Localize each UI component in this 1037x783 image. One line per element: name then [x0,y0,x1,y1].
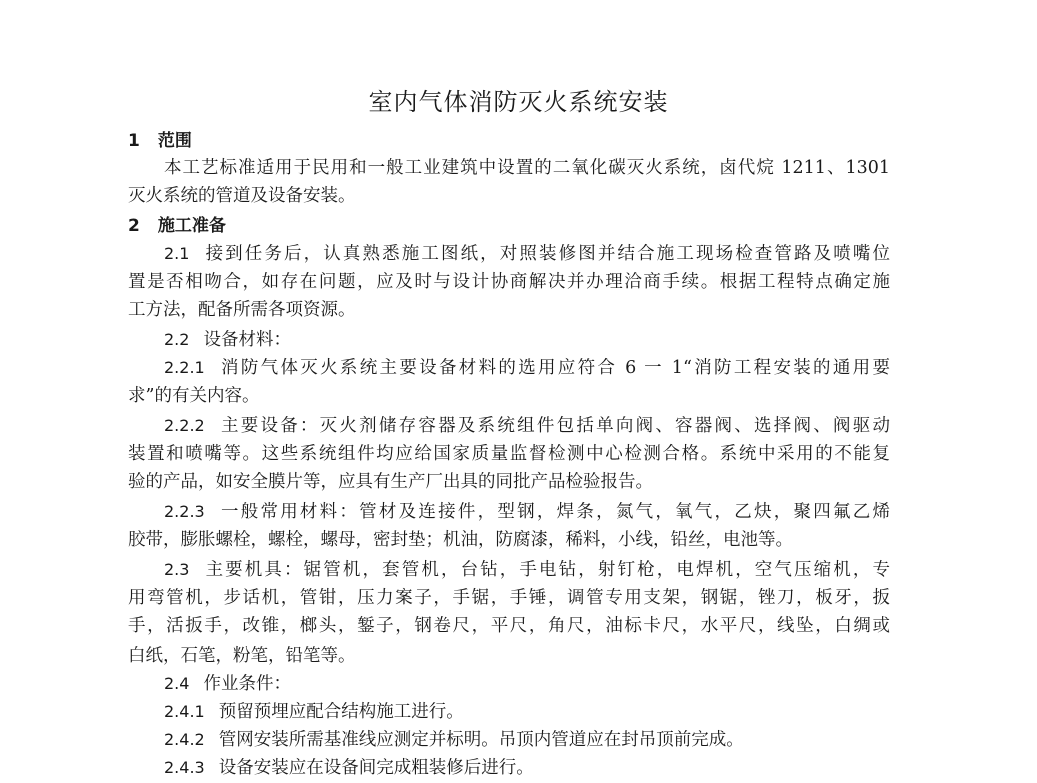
section-1-title: 范围 [157,131,192,151]
clause-2-2-number: 2.2 [164,330,190,349]
clause-2-4-1-line [128,701,890,723]
clause-2-3-text-1: 主要机具：锯管机，套管机，台钻，手电钻，射钉枪，电焊机，空气压缩机，专 [203,560,890,580]
clause-2-1-line-3: 工方法，配备所需各项资源。 [128,300,356,320]
clause-2-4-1-text: 预留预埋应配合结构施工进行。 [218,702,464,722]
section-1-paragraph-line-2: 灭火系统的管道及设备安装。 [128,186,356,206]
clause-2-4-2-line [128,729,890,751]
clause-2-3-number: 2.3 [164,560,190,579]
clause-2-1-line-1 [128,243,890,265]
clause-2-4-text: 作业条件： [203,674,291,694]
clause-2-2-1-line-2: 求”的有关内容。 [128,386,260,406]
clause-2-2-text: 设备材料： [203,330,291,350]
document-title: 室内气体消防灭火系统安装 [368,88,669,116]
clause-2-4-2-number: 2.4.2 [164,730,205,749]
clause-2-3-line-3: 手，活扳手，改锥，榔头，錾子，钢卷尺，平尺，角尺，油标卡尺，水平尺，线坠，白绸或 [128,616,890,636]
clause-2-4-2-text: 管网安装所需基准线应测定并标明。吊顶内管道应在封吊顶前完成。 [218,730,744,750]
clause-2-3-line-1 [128,559,890,581]
clause-2-2-2-number: 2.2.2 [164,416,205,435]
clause-2-2-1-number: 2.2.1 [164,358,205,377]
section-2-title: 施工准备 [157,216,226,236]
clause-2-3-line-2: 用弯管机，步话机，管钳，压力案子，手锯，手锤，调管专用支架，钢锯，锉刀，板牙，扳 [128,588,890,608]
section-1-heading [128,130,890,152]
section-2-heading [128,215,890,237]
clause-2-4-3-number: 2.4.3 [164,758,205,777]
clause-2-2-3-line-1 [128,501,890,523]
clause-2-2-2-line-1 [128,415,890,437]
clause-2-4-3-text: 设备安装应在设备间完成粗装修后进行。 [218,758,534,778]
clause-2-2-2-line-3: 验的产品，如安全膜片等，应具有生产厂出具的同批产品检验报告。 [128,472,653,492]
clause-2-3-line-4: 白纸，石笔，粉笔，铅笔等。 [128,646,356,666]
clause-2-2-3-line-2: 胶带，膨胀螺栓，螺栓，螺母，密封垫；机油，防腐漆，稀料，小线，铅丝，电池等。 [128,530,793,550]
clause-2-1-line-2: 置是否相吻合，如存在问题，应及时与设计协商解决并办理洽商手续。根据工程特点确定施 [128,272,890,292]
clause-2-1-number: 2.1 [164,244,190,263]
clause-2-4-line [128,673,890,695]
section-1-paragraph-line-1: 本工艺标准适用于民用和一般工业建筑中设置的二氧化碳灭火系统，卤代烷 1211、1301 [164,158,890,178]
clause-2-4-1-number: 2.4.1 [164,702,205,721]
clause-2-2-1-text-1: 消防气体灭火系统主要设备材料的选用应符合 6 一 1“消防工程安装的通用要 [218,358,890,378]
clause-2-4-3-line [128,757,890,779]
clause-2-2-line [128,329,890,351]
clause-2-2-1-line-1 [128,357,890,379]
clause-2-2-2-line-2: 装置和喷嘴等。这些系统组件均应给国家质量监督检测中心检测合格。系统中采用的不能复 [128,444,890,464]
section-2-number: 2 [128,216,140,236]
clause-2-1-text-1: 接到任务后，认真熟悉施工图纸，对照装修图并结合施工现场检查管路及喷嘴位 [203,244,890,264]
clause-2-2-3-text-1: 一般常用材料：管材及连接件，型钢，焊条，氮气，氧气，乙炔，聚四氟乙烯 [218,502,890,522]
clause-2-4-number: 2.4 [164,674,190,693]
section-1-number: 1 [128,131,140,151]
clause-2-2-3-number: 2.2.3 [164,502,205,521]
clause-2-2-2-text-1: 主要设备：灭火剂储存容器及系统组件包括单向阀、容器阀、选择阀、阀驱动 [218,416,890,436]
